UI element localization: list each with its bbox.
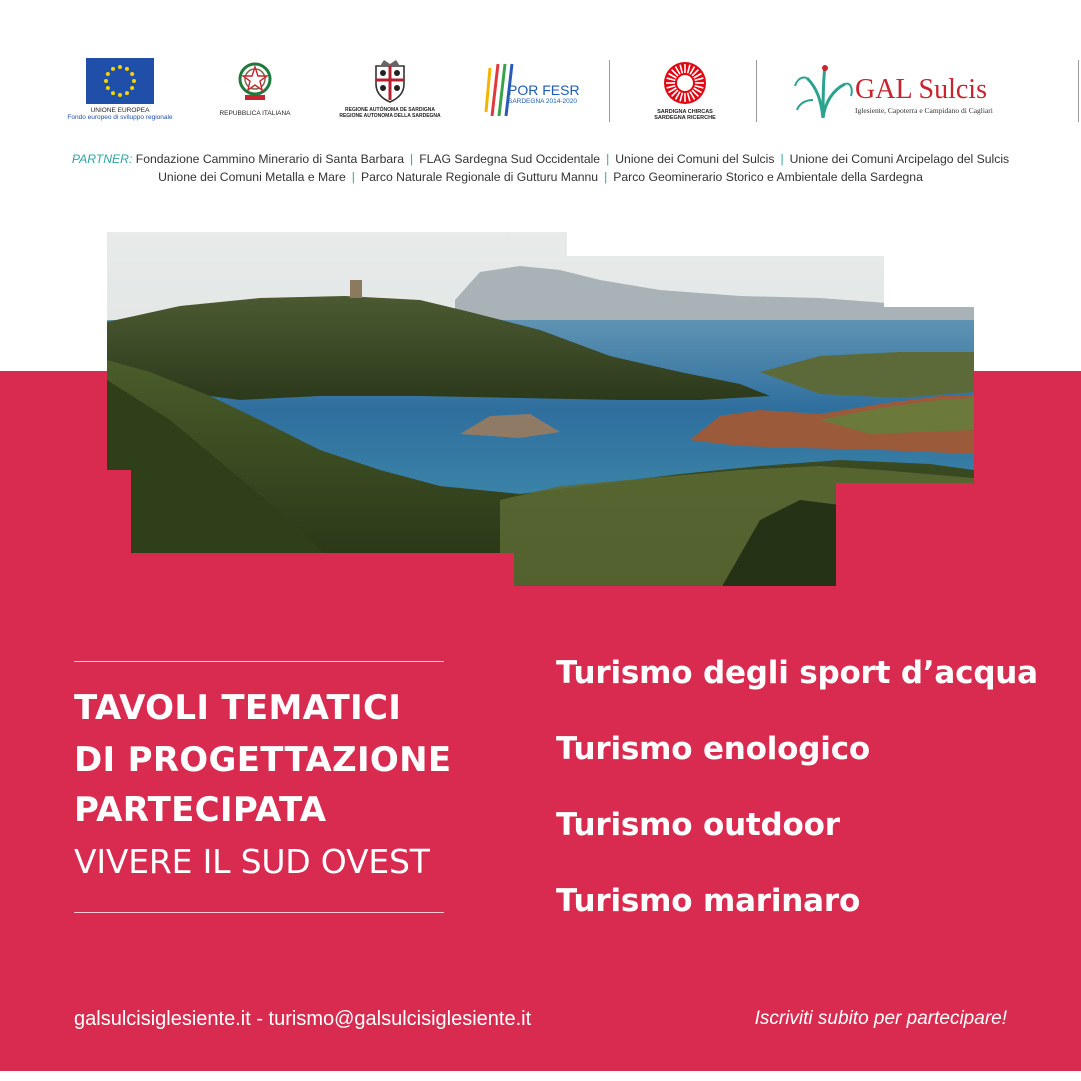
topic-item: Turismo degli sport d’acqua [556,655,1038,691]
por-title: POR FESR [508,82,580,98]
eu-sublabel: Fondo europeo di sviluppo regionale [67,114,173,122]
partner-line-1: PARTNER: Fondazione Cammino Minerario di Santa Barbara | FLAG Sardegna Sud Occidentale | Unione dei Comuni del Sulcis | Unione dei Comuni Arcipelago del Sulcis [71,152,1010,166]
signup-cta: Iscriviti subito per partecipare! [754,1008,1007,1029]
por-subtitle: SARDEGNA 2014-2020 [508,98,578,105]
partner-label: PARTNER: [71,152,133,166]
divider-top [74,661,444,662]
contact-links[interactable]: galsulcisiglesiente.it - turismo@galsulcisiglesiente.it [74,1008,532,1030]
topic-item: Turismo marinaro [556,883,861,919]
topic-item: Turismo outdoor [556,807,840,843]
topic-item: Turismo enologico [556,731,870,767]
ricerche-label-1: SARDIGNA CHIRCAS [657,109,713,115]
partner-item: Unione dei Comuni Metalla e Mare [158,170,346,184]
partner-item: FLAG Sardegna Sud Occidentale [419,152,601,166]
partner-line-2: Unione dei Comuni Metalla e Mare | Parco Naturale Regionale di Gutturu Mannu | Parco Geominerario Storico e Ambientale della Sardegna [158,170,923,184]
partner-item: Fondazione Cammino Minerario di Santa Barbara [135,152,405,166]
partner-item: Parco Naturale Regionale di Gutturu Mannu [360,170,599,184]
partner-item: Unione dei Comuni del Sulcis [615,152,775,166]
eu-label: UNIONE EUROPEA [90,107,150,114]
sardegna-label-2: REGIONE AUTONOMA DELLA SARDEGNA [339,112,441,119]
sardegna-label-1: REGIONE AUTÒNOMA DE SARDIGNA [345,107,435,113]
gal-tagline: Iglesiente, Capoterra e Campidano di Cagliari [855,106,993,115]
headline-line-2: DI PROGETTAZIONE [74,740,452,780]
partner-item: Unione dei Comuni Arcipelago del Sulcis [789,152,1010,166]
headline-line-1: TAVOLI TEMATICI [74,688,402,728]
partner-item: Parco Geominerario Storico e Ambientale della Sardegna [613,170,923,184]
italy-label: REPUBBLICA ITALIANA [219,110,291,117]
headline-subtitle: VIVERE IL SUD OVEST [74,842,430,881]
headline-line-3: PARTECIPATA [74,790,327,830]
ricerche-label-2: SARDEGNA RICERCHE [654,115,716,122]
divider-bottom [74,912,444,913]
gal-name: GAL Sulcis [855,74,987,105]
